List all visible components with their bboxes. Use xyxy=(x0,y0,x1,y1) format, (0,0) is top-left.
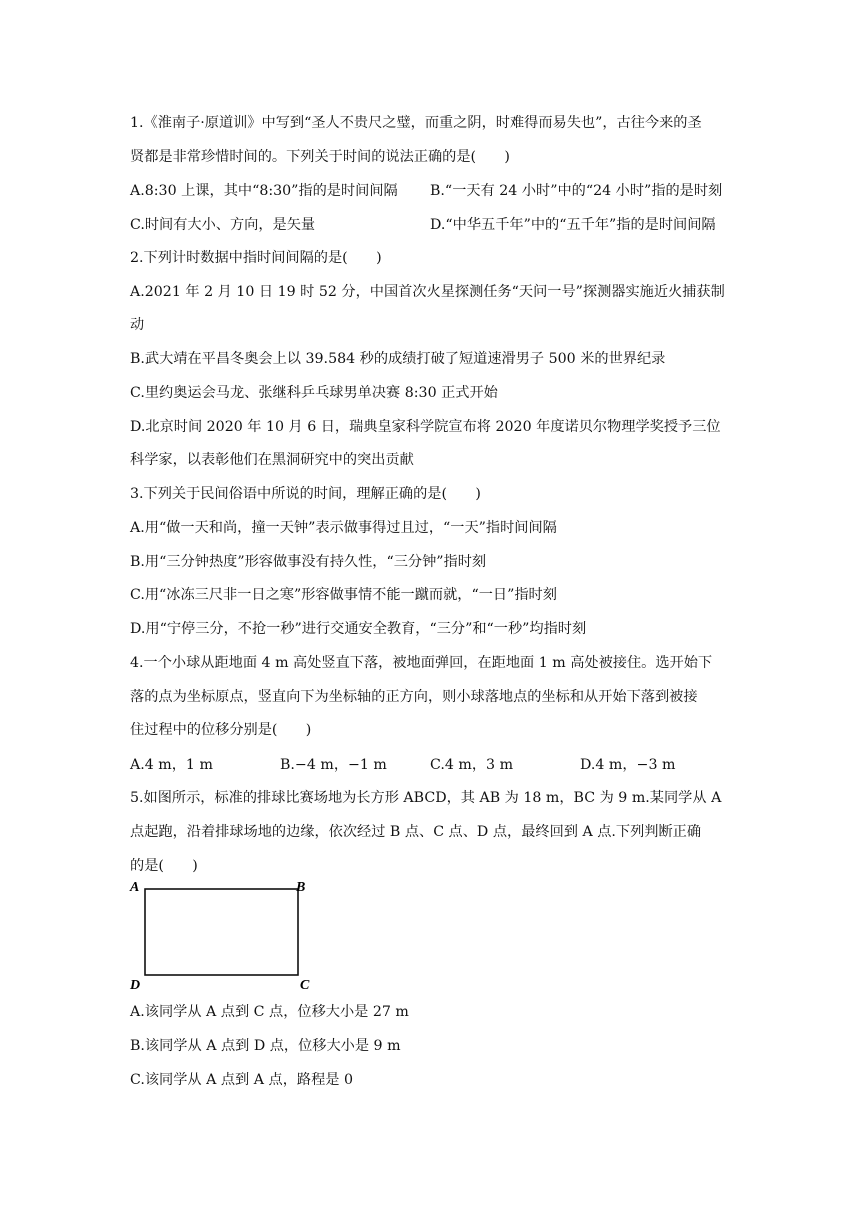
q5-stem-line-3: 的是( ) xyxy=(130,858,198,874)
q2-option-c: C.里约奥运会马龙、张继科乒乓球男单决赛 8:30 正式开始 xyxy=(130,385,498,401)
q2-option-b: B.武大靖在平昌冬奥会上以 39.584 秒的成绩打破了短道速滑男子 500 米的世界纪录 xyxy=(130,351,666,367)
court-rectangle xyxy=(145,889,298,975)
q3-option-a: A.用“做一天和尚，撞一天钟”表示做事得过且过，“一天”指时间间隔 xyxy=(130,520,557,536)
q4-stem-line-2: 落的点为坐标原点，竖直向下为坐标轴的正方向，则小球落地点的坐标和从开始下落到被接 xyxy=(130,689,698,705)
q4-option-a: A.4 m，1 m xyxy=(130,757,213,773)
q1-option-a: A.8:30 上课，其中“8:30”指的是时间间隔 xyxy=(130,183,398,199)
q5-stem-line-2: 点起跑，沿着排球场地的边缘，依次经过 B 点、C 点、D 点，最终回到 A 点.下列判断正确 xyxy=(130,824,702,840)
figure-label-a: A xyxy=(130,880,140,895)
q2-stem: 2.下列计时数据中指时间间隔的是( ) xyxy=(130,250,382,266)
q4-option-d: D.4 m，−3 m xyxy=(580,757,676,773)
q3-option-d: D.用“宁停三分，不抢一秒”进行交通安全教育，“三分”和“一秒”均指时刻 xyxy=(130,621,587,637)
q1-option-c: C.时间有大小、方向，是矢量 xyxy=(130,217,316,233)
q4-stem-line-3: 住过程中的位移分别是( ) xyxy=(130,722,312,738)
q2-option-d-line-1: D.北京时间 2020 年 10 月 6 日，瑞典皇家科学院宣布将 2020 年度诺贝尔物理学奖授予三位 xyxy=(130,419,721,435)
figure-label-b: B xyxy=(296,880,306,895)
rectangle-court-diagram xyxy=(128,878,328,993)
figure-label-d: D xyxy=(130,978,141,993)
q1-option-d: D.“中华五千年”中的“五千年”指的是时间间隔 xyxy=(430,217,716,233)
q2-option-d-line-2: 科学家，以表彰他们在黑洞研究中的突出贡献 xyxy=(130,452,414,468)
q1-stem-line-2: 贤都是非常珍惜时间的。下列关于时间的说法正确的是( ) xyxy=(130,149,510,165)
q5-option-c: C.该同学从 A 点到 A 点，路程是 0 xyxy=(130,1072,353,1088)
q5-option-b: B.该同学从 A 点到 D 点，位移大小是 9 m xyxy=(130,1038,401,1054)
q1-stem-line-1: 1.《淮南子·原道训》中写到“圣人不贵尺之璧，而重之阴，时难得而易失也”，古往今来的圣 xyxy=(130,115,702,131)
figure-label-c: C xyxy=(300,978,310,993)
q2-option-a-line-1: A.2021 年 2 月 10 日 19 时 52 分，中国首次火星探测任务“天问一号”探测器实施近火捕获制 xyxy=(130,284,725,300)
q1-option-b: B.“一天有 24 小时”中的“24 小时”指的是时刻 xyxy=(430,183,723,199)
q3-stem: 3.下列关于民间俗语中所说的时间，理解正确的是( ) xyxy=(130,486,481,502)
q3-option-c: C.用“冰冻三尺非一日之寒”形容做事情不能一蹴而就，“一日”指时刻 xyxy=(130,587,557,603)
q5-option-a: A.该同学从 A 点到 C 点，位移大小是 27 m xyxy=(130,1004,409,1020)
q4-option-c: C.4 m，3 m xyxy=(430,757,514,773)
q5-stem-line-1: 5.如图所示，标准的排球比赛场地为长方形 ABCD，其 AB 为 18 m，BC 为 9 m.某同学从 A xyxy=(130,790,722,806)
q3-option-b: B.用“三分钟热度”形容做事没有持久性，“三分钟”指时刻 xyxy=(130,554,487,570)
q4-stem-line-1: 4.一个小球从距地面 4 m 高处竖直下落，被地面弹回，在距地面 1 m 高处被接住。选开始下 xyxy=(130,655,713,671)
q2-option-a-line-2: 动 xyxy=(130,317,145,333)
q4-option-b: B.−4 m，−1 m xyxy=(280,757,387,773)
